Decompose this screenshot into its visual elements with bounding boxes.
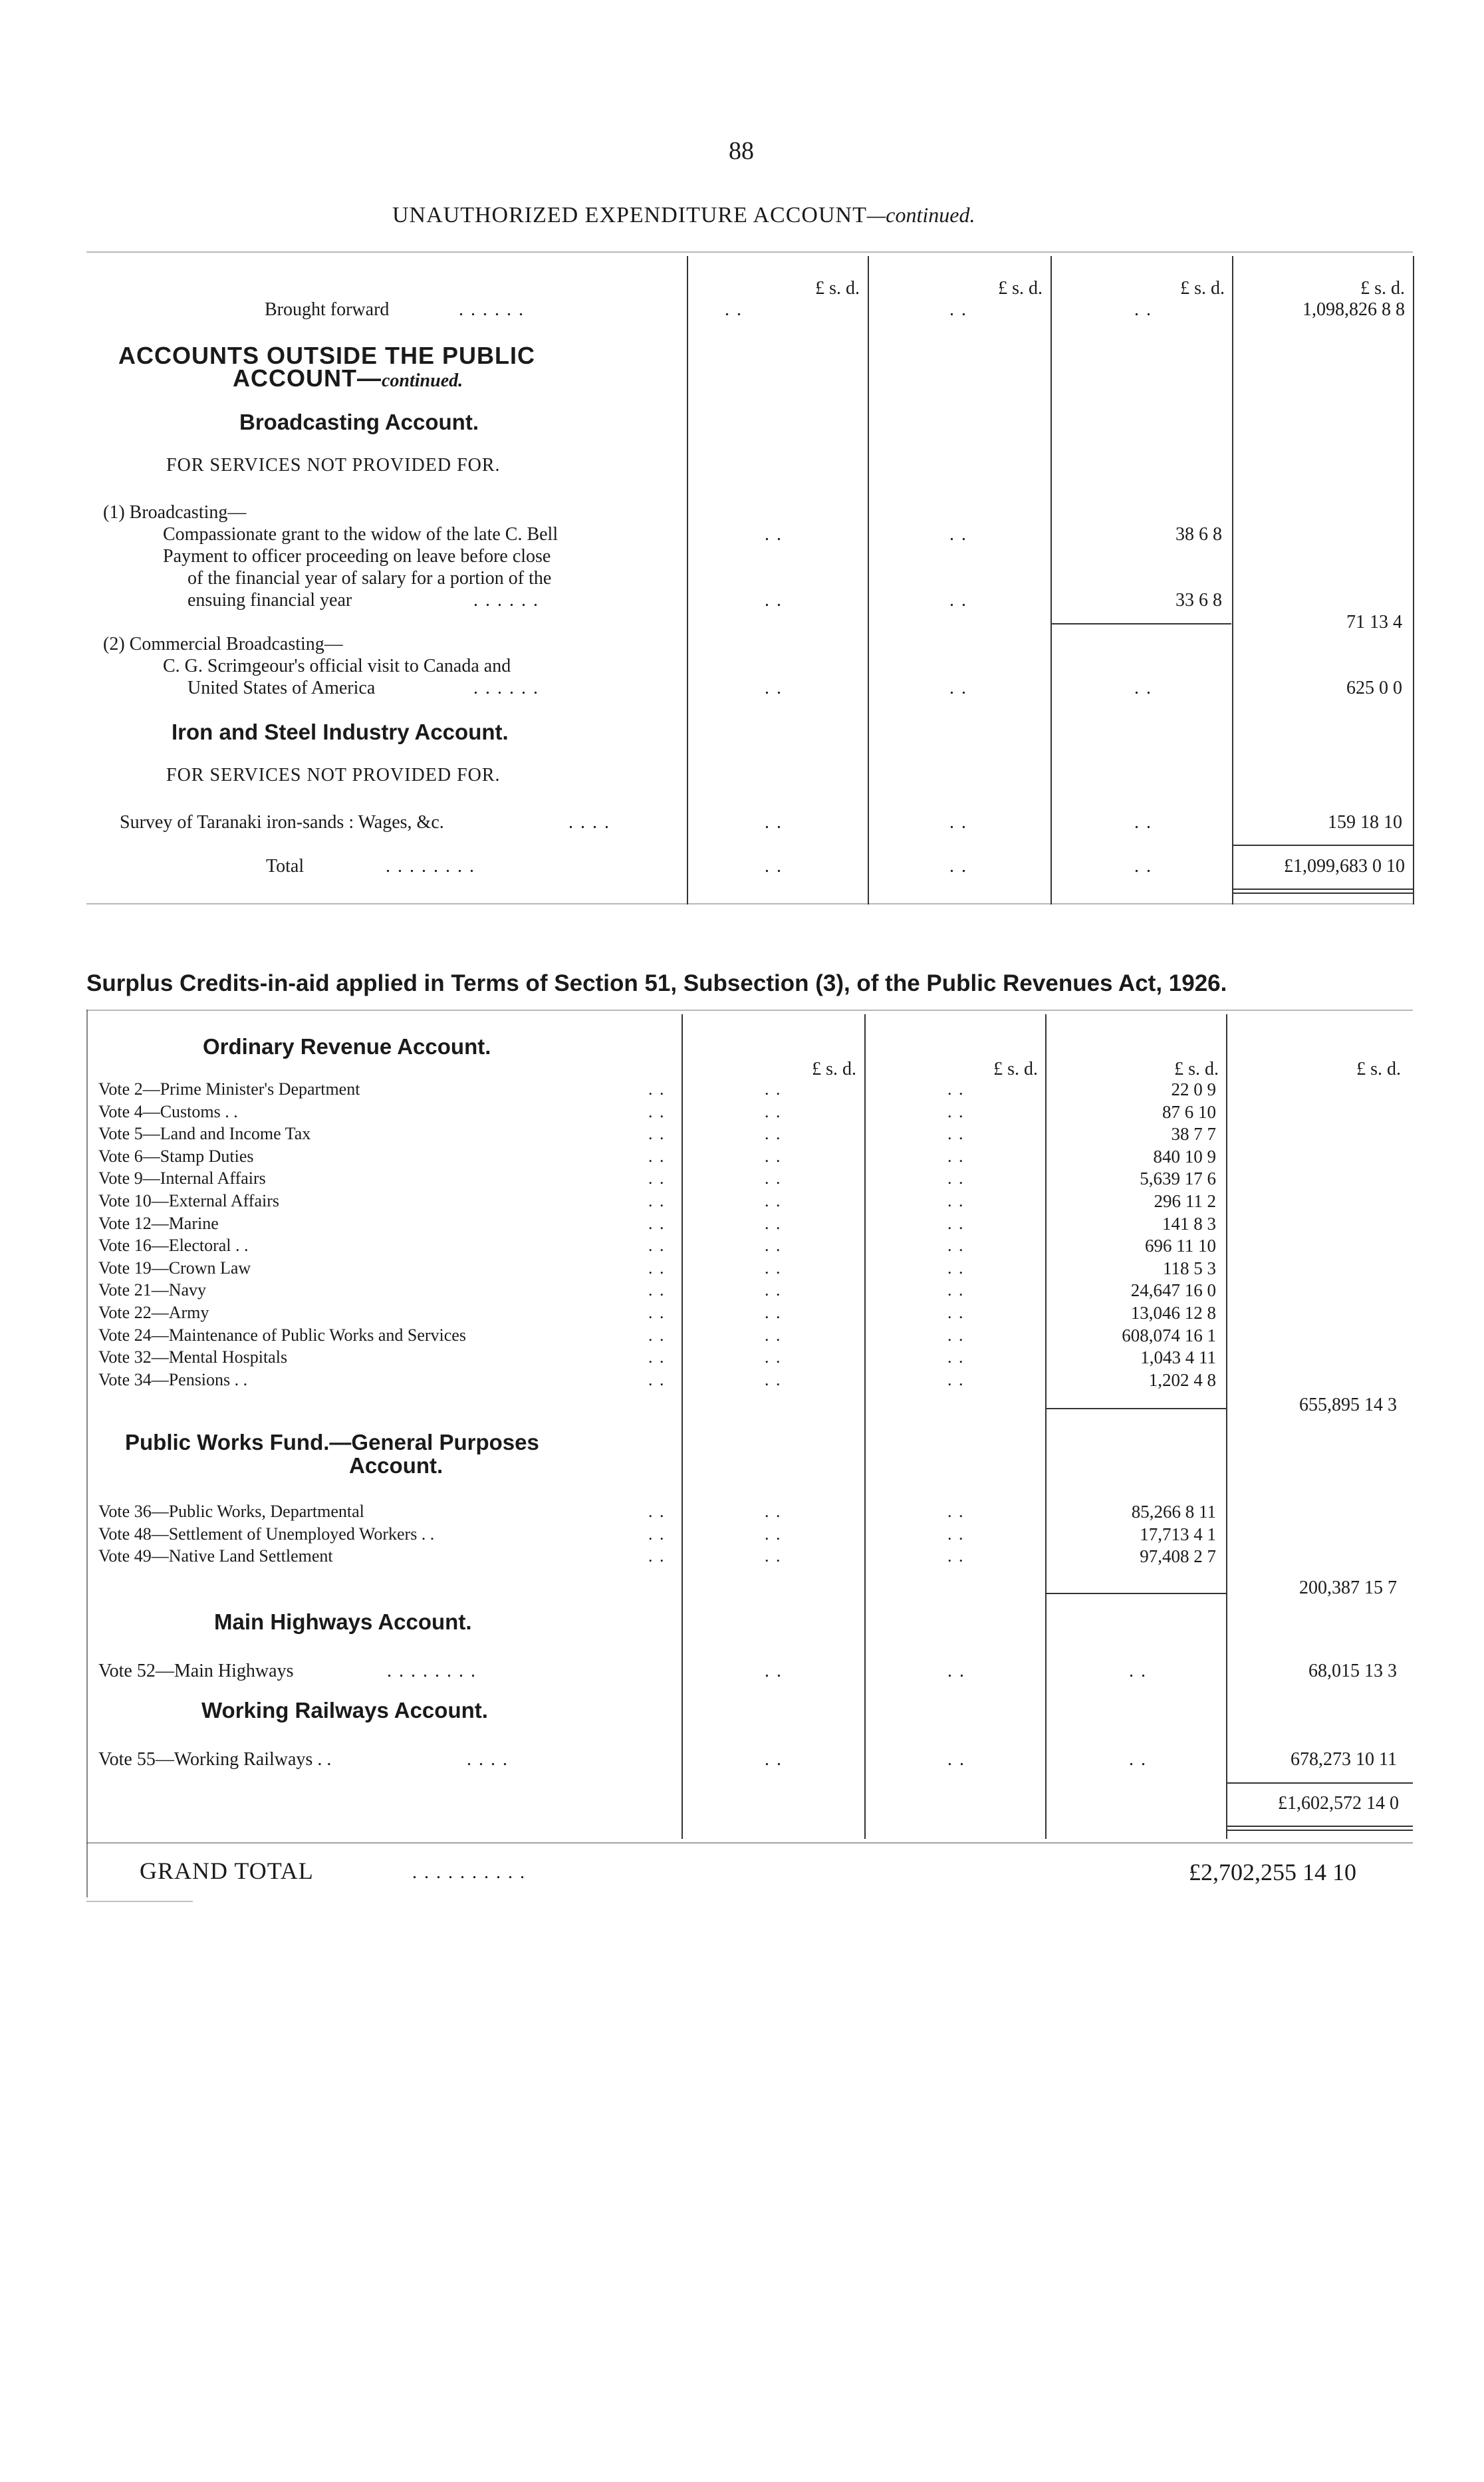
row-label: Vote 34—Pensions . . <box>98 1369 248 1389</box>
row-c2: . . <box>947 1546 965 1566</box>
surplus-heading: Surplus Credits-in-aid applied in Terms of Section 51, Subsection (3), of the Public Revenues Act, 1926. <box>86 970 1227 996</box>
t1-total-double-rule-a <box>1233 889 1413 890</box>
row-value: 296 11 2 <box>1154 1191 1216 1211</box>
t2-total-top-rule <box>1227 1782 1413 1784</box>
row-label: Vote 16—Electoral . . <box>98 1236 249 1256</box>
row-c2: . . <box>947 1369 965 1389</box>
iron-dots: . . . . <box>568 812 610 833</box>
pwf-subtotal-rule <box>1047 1593 1226 1594</box>
row-c2: . . <box>947 1169 965 1188</box>
row-c2: . . <box>947 1258 965 1278</box>
row-leader-dots: . . <box>648 1146 666 1166</box>
row-c1: . . <box>765 1169 782 1188</box>
bc1-r1-c2: . . <box>949 524 967 545</box>
bf-c1: . . <box>725 299 743 320</box>
row-value: 24,647 16 0 <box>1130 1280 1216 1301</box>
table2-col-rule-1 <box>681 1014 683 1839</box>
row-label: Vote 48—Settlement of Unemployed Workers . . <box>98 1524 435 1544</box>
bc2-c1: . . <box>765 678 783 698</box>
table1-col-rule-3 <box>1051 256 1052 904</box>
row-leader-dots: . . <box>648 1079 666 1099</box>
row-value: 5,639 17 6 <box>1140 1169 1216 1189</box>
row-leader-dots: . . <box>648 1325 666 1345</box>
bc2-c2: . . <box>949 678 967 698</box>
wr-dots: . . . . <box>467 1749 509 1770</box>
row-c2: . . <box>947 1303 965 1322</box>
t2-section-total: £1,602,572 14 0 <box>1278 1793 1399 1814</box>
row-leader-dots: . . <box>648 1347 666 1367</box>
row-value: 141 8 3 <box>1162 1213 1216 1234</box>
wr-c3: . . <box>1129 1749 1147 1770</box>
mh-total: 68,015 13 3 <box>1308 1661 1397 1681</box>
mh-c1: . . <box>765 1661 783 1681</box>
row-value: 38 7 7 <box>1171 1124 1216 1145</box>
row-c2: . . <box>947 1213 965 1233</box>
row-label: Vote 19—Crown Law <box>98 1258 251 1278</box>
bc-item1-line4: ensuing financial year <box>187 590 352 611</box>
grand-total-label: GRAND TOTAL <box>140 1858 314 1884</box>
row-c1: . . <box>765 1101 782 1121</box>
row-c1: . . <box>765 1546 782 1566</box>
row-c1: . . <box>765 1325 782 1345</box>
grand-total-value: £2,702,255 14 10 <box>1189 1859 1356 1885</box>
row-c2: . . <box>947 1347 965 1367</box>
wr-heading: Working Railways Account. <box>201 1698 488 1723</box>
t1-col-header-1: £ s. d. <box>815 278 860 299</box>
bc2-c3: . . <box>1134 678 1152 698</box>
row-value: 1,043 4 11 <box>1140 1347 1216 1368</box>
row-label: Vote 6—Stamp Duties <box>98 1146 254 1166</box>
table1-bottom-rule <box>86 903 1413 904</box>
bc1-r1-c1: . . <box>765 524 783 545</box>
row-leader-dots: . . <box>648 1280 666 1300</box>
row-label: Vote 49—Native Land Settlement <box>98 1546 333 1566</box>
t1-total-double-rule-b <box>1233 893 1413 894</box>
outside-heading2-suffix: continued. <box>381 370 463 391</box>
bf-total: 1,098,826 8 8 <box>1302 299 1405 320</box>
mh-c3: . . <box>1129 1661 1147 1681</box>
mh-dots: . . . . . . . . <box>387 1661 477 1681</box>
page-title-text: UNAUTHORIZED EXPENDITURE ACCOUNT <box>392 203 867 227</box>
ordinary-heading: Ordinary Revenue Account. <box>203 1034 491 1059</box>
t1-total-top-rule <box>1233 845 1413 846</box>
page-number: 88 <box>729 137 754 165</box>
bc1-total: 71 13 4 <box>1346 612 1402 632</box>
mh-c2: . . <box>947 1661 965 1681</box>
row-c1: . . <box>765 1524 782 1544</box>
row-label: Vote 10—External Affairs <box>98 1191 279 1210</box>
row-c2: . . <box>947 1236 965 1256</box>
row-c1: . . <box>765 1347 782 1367</box>
pwf-heading: Public Works Fund.—General Purposes <box>125 1430 539 1454</box>
bc1-r2-c2: . . <box>949 590 967 611</box>
table2-col-rule-4 <box>1226 1014 1227 1839</box>
row-label: Vote 4—Customs . . <box>98 1101 238 1121</box>
bf-c3: . . <box>1134 299 1152 320</box>
bc-item1-line2: Payment to officer proceeding on leave before close <box>163 546 551 567</box>
row-c1: . . <box>765 1146 782 1166</box>
table2-left-rule <box>86 1010 88 1897</box>
t1-col-header-3: £ s. d. <box>1180 278 1225 299</box>
ordinary-subtotal-rule <box>1047 1408 1226 1409</box>
bc1-r2-c1: . . <box>765 590 783 611</box>
row-c2: . . <box>947 1280 965 1300</box>
row-label: Vote 32—Mental Hospitals <box>98 1347 288 1367</box>
iron-c1: . . <box>765 812 783 833</box>
row-leader-dots: . . <box>648 1258 666 1278</box>
bc-item2-line1: C. G. Scrimgeour's official visit to Canada and <box>163 656 511 676</box>
outside-heading: ACCOUNTS OUTSIDE THE PUBLIC <box>118 342 536 369</box>
t1-grand-total: £1,099,683 0 10 <box>1284 856 1405 877</box>
row-label: Vote 2—Prime Minister's Department <box>98 1079 360 1099</box>
row-value: 87 6 10 <box>1162 1101 1216 1122</box>
bf-c2: . . <box>949 299 967 320</box>
t2-col-header-3: £ s. d. <box>1174 1059 1219 1079</box>
row-label: Vote 36—Public Works, Departmental <box>98 1502 364 1521</box>
row-c2: . . <box>947 1325 965 1345</box>
row-c2: . . <box>947 1079 965 1099</box>
total-label: Total <box>266 856 305 877</box>
row-leader-dots: . . <box>648 1369 666 1389</box>
total-c1: . . <box>765 856 783 877</box>
row-value: 17,713 4 1 <box>1140 1524 1216 1544</box>
broadcasting-heading: Broadcasting Account. <box>239 410 479 434</box>
t1-col-header-2: £ s. d. <box>998 278 1043 299</box>
row-label: Vote 5—Land and Income Tax <box>98 1124 311 1144</box>
mh-heading: Main Highways Account. <box>214 1609 472 1634</box>
grand-total-top-rule <box>86 1842 1413 1844</box>
row-c2: . . <box>947 1124 965 1144</box>
row-leader-dots: . . <box>648 1124 666 1144</box>
row-label: Vote 12—Marine <box>98 1213 219 1233</box>
brought-forward-dots: . . . . . . <box>459 299 525 320</box>
wr-item: Vote 55—Working Railways . . <box>98 1749 332 1770</box>
row-c1: . . <box>765 1213 782 1233</box>
bc2-total: 625 0 0 <box>1346 678 1402 698</box>
row-value: 97,408 2 7 <box>1140 1546 1216 1567</box>
row-c2: . . <box>947 1146 965 1166</box>
row-c1: . . <box>765 1502 782 1521</box>
row-value: 22 0 9 <box>1171 1079 1216 1099</box>
row-leader-dots: . . <box>648 1524 666 1544</box>
table1-col-rule-5 <box>1413 256 1414 904</box>
row-c1: . . <box>765 1079 782 1099</box>
row-leader-dots: . . <box>648 1236 666 1256</box>
row-value: 85,266 8 11 <box>1131 1502 1216 1522</box>
row-value: 608,074 16 1 <box>1122 1325 1216 1345</box>
table2-top-rule <box>86 1010 1413 1011</box>
table2-col-rule-3 <box>1045 1014 1047 1839</box>
outside-heading-line2 <box>233 364 463 392</box>
bc-item1-line3: of the financial year of salary for a portion of the <box>187 568 552 589</box>
bc1-v1: 38 6 8 <box>1175 524 1222 545</box>
bc-item1-dots: . . . . . . <box>473 590 539 611</box>
row-leader-dots: . . <box>648 1191 666 1210</box>
bc-item2-title: (2) Commercial Broadcasting— <box>103 634 343 654</box>
t2-total-double-rule-b <box>1227 1830 1413 1831</box>
table1-top-rule <box>86 251 1413 253</box>
bc-item1-line1: Compassionate grant to the widow of the late C. Bell <box>163 524 558 545</box>
total-c3: . . <box>1134 856 1152 877</box>
t2-col-header-2: £ s. d. <box>993 1059 1038 1079</box>
page-title <box>392 203 975 228</box>
row-c2: . . <box>947 1524 965 1544</box>
row-c1: . . <box>765 1303 782 1322</box>
row-c1: . . <box>765 1191 782 1210</box>
row-label: Vote 22—Army <box>98 1303 209 1322</box>
page-title-suffix: —continued. <box>866 203 975 227</box>
iron-item: Survey of Taranaki iron-sands : Wages, &c. <box>120 812 444 833</box>
row-leader-dots: . . <box>648 1502 666 1521</box>
iron-heading: Iron and Steel Industry Account. <box>172 720 509 744</box>
t2-total-double-rule-a <box>1227 1826 1413 1827</box>
row-leader-dots: . . <box>648 1169 666 1188</box>
row-leader-dots: . . <box>648 1303 666 1322</box>
t1-col-header-4: £ s. d. <box>1360 278 1405 299</box>
row-c2: . . <box>947 1101 965 1121</box>
total-c2: . . <box>949 856 967 877</box>
bc-item2-line2: United States of America <box>187 678 376 698</box>
row-leader-dots: . . <box>648 1213 666 1233</box>
bc-services-label: FOR SERVICES NOT PROVIDED FOR. <box>166 455 501 476</box>
grand-total-bottom-rule <box>86 1901 193 1902</box>
row-label: Vote 24—Maintenance of Public Works and Services <box>98 1325 466 1345</box>
row-label: Vote 21—Navy <box>98 1280 207 1300</box>
outside-heading2: ACCOUNT— <box>233 364 382 392</box>
row-c1: . . <box>765 1258 782 1278</box>
row-c1: . . <box>765 1124 782 1144</box>
table2-col-rule-2 <box>864 1014 866 1839</box>
iron-services-label: FOR SERVICES NOT PROVIDED FOR. <box>166 765 501 785</box>
pwf-total: 200,387 15 7 <box>1299 1578 1397 1598</box>
row-value: 840 10 9 <box>1153 1146 1216 1167</box>
t2-col-header-1: £ s. d. <box>812 1059 856 1079</box>
wr-c2: . . <box>947 1749 965 1770</box>
t2-col-header-4: £ s. d. <box>1356 1059 1401 1079</box>
ordinary-total: 655,895 14 3 <box>1299 1395 1397 1415</box>
row-label: Vote 9—Internal Affairs <box>98 1169 266 1188</box>
row-leader-dots: . . <box>648 1101 666 1121</box>
iron-c2: . . <box>949 812 967 833</box>
wr-c1: . . <box>765 1749 783 1770</box>
row-c2: . . <box>947 1191 965 1210</box>
table1-col-rule-1 <box>687 256 688 904</box>
mh-item: Vote 52—Main Highways <box>98 1661 294 1681</box>
bc-item1-title: (1) Broadcasting— <box>103 502 247 523</box>
row-c1: . . <box>765 1236 782 1256</box>
iron-total: 159 18 10 <box>1328 812 1402 833</box>
row-value: 1,202 4 8 <box>1148 1369 1216 1390</box>
brought-forward-label: Brought forward <box>265 299 390 320</box>
row-value: 118 5 3 <box>1163 1258 1216 1278</box>
row-value: 13,046 12 8 <box>1130 1303 1216 1323</box>
bc-item2-dots: . . . . . . <box>473 678 539 698</box>
total-dots: . . . . . . . . <box>386 856 475 877</box>
row-c1: . . <box>765 1369 782 1389</box>
row-c1: . . <box>765 1280 782 1300</box>
pwf-heading2: Account. <box>349 1453 443 1478</box>
row-value: 696 11 10 <box>1145 1236 1216 1256</box>
table1-col-rule-2 <box>868 256 869 904</box>
iron-c3: . . <box>1134 812 1152 833</box>
grand-total-dots: . . . . . . . . . . <box>412 1862 526 1883</box>
row-leader-dots: . . <box>648 1546 666 1566</box>
wr-total: 678,273 10 11 <box>1291 1749 1397 1770</box>
table1-col-rule-4 <box>1232 256 1233 904</box>
bc1-subtotal-rule <box>1052 623 1231 624</box>
row-c2: . . <box>947 1502 965 1521</box>
bc1-v2: 33 6 8 <box>1175 590 1222 611</box>
